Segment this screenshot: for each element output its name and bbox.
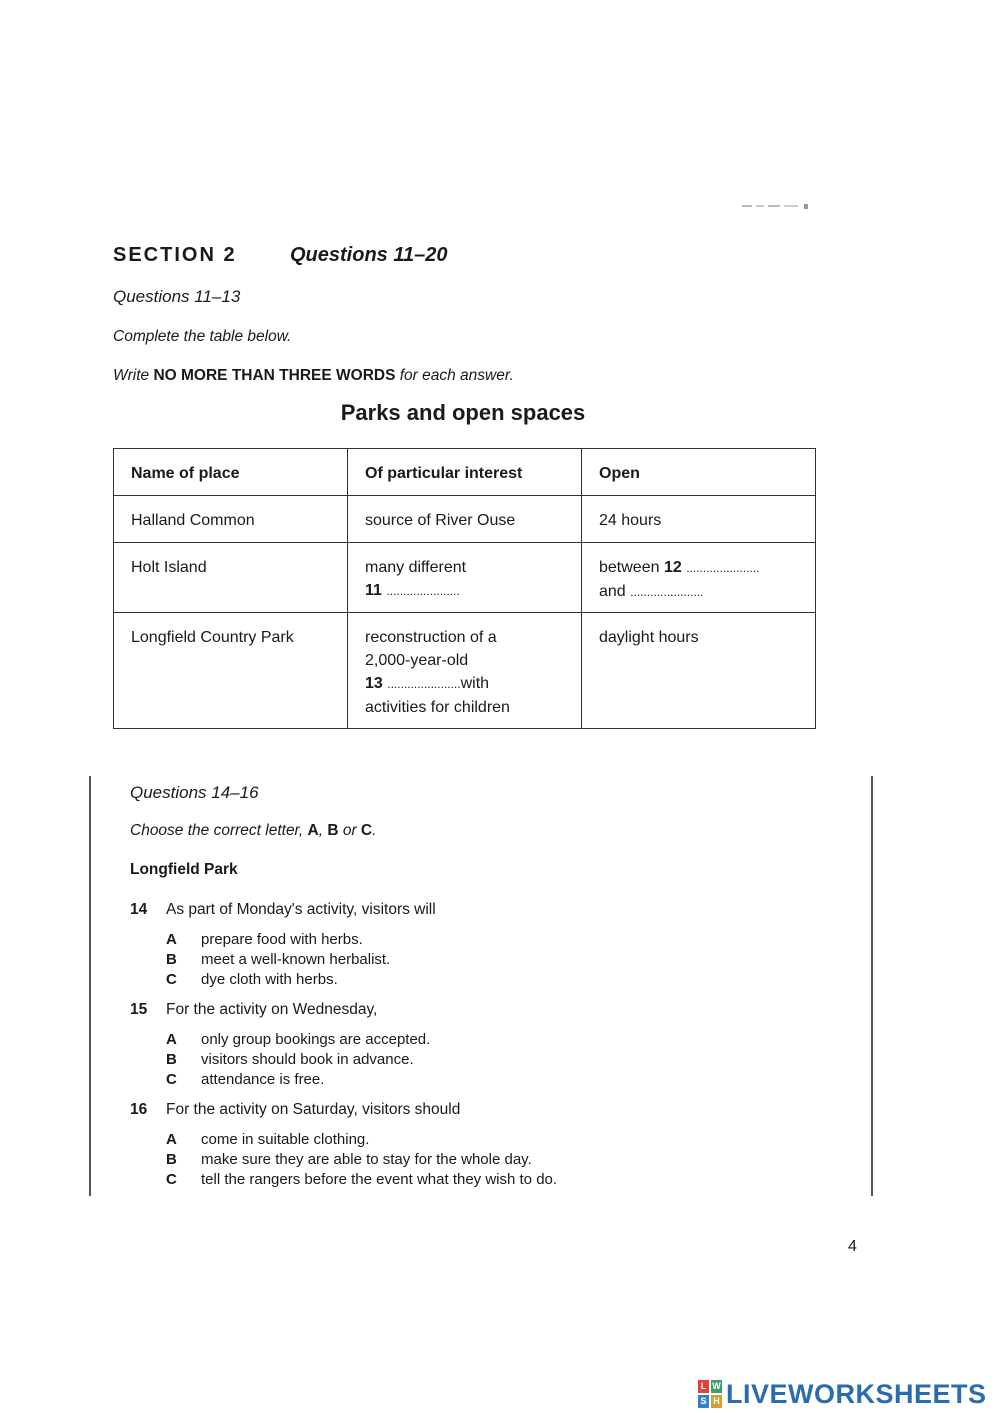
table-row: [114, 496, 816, 543]
option-14-c[interactable]: C: [166, 971, 177, 988]
interest-text: 2,000-year-old: [365, 652, 469, 669]
liveworksheets-logo[interactable]: [698, 1376, 987, 1412]
header-interest: Of particular interest: [348, 449, 582, 496]
cell-open: [582, 543, 816, 613]
option-text: prepare food with herbs.: [201, 931, 363, 948]
page-number: 4: [848, 1238, 857, 1255]
option-text: visitors should book in advance.: [201, 1051, 414, 1068]
question-text: For the activity on Wednesday,: [166, 1001, 378, 1018]
option-15-c[interactable]: C: [166, 1071, 177, 1088]
instruction-complete-table: Complete the table below.: [113, 328, 292, 345]
cell-interest: [348, 543, 582, 613]
gap-12[interactable]: between 12 ......................: [599, 559, 760, 576]
cell-open: 24 hours: [582, 496, 816, 543]
question-number-13: 13: [365, 675, 383, 692]
question-text: As part of Monday's activity, visitors will: [166, 901, 436, 918]
option-text: tell the rangers before the event what they wish to do.: [201, 1171, 558, 1188]
question-number: 14: [130, 901, 148, 918]
questions-14-16-heading: Questions 14–16: [130, 783, 259, 802]
question-number-12: 12: [663, 559, 682, 576]
parks-table: [113, 448, 816, 729]
interest-text: reconstruction of a: [365, 629, 497, 646]
option-14-b[interactable]: B: [166, 951, 177, 968]
section-range: Questions 11–20: [290, 244, 448, 266]
cell-open: daylight hours: [582, 613, 816, 729]
question-number: 16: [130, 1101, 148, 1118]
interest-text: many different: [365, 559, 467, 576]
answer-blank-12a: ......................: [686, 561, 760, 575]
logo-mark-icon: L W S H: [698, 1380, 722, 1408]
table-row: [114, 613, 816, 729]
option-15-b[interactable]: B: [166, 1051, 177, 1068]
subheading-longfield-park: Longfield Park: [130, 861, 238, 878]
gap-13[interactable]: 13 ......................with: [365, 675, 490, 692]
answer-blank-11: ......................: [386, 584, 460, 598]
table-row: [114, 543, 816, 613]
cell-interest: [348, 613, 582, 729]
box-border-left: [89, 776, 91, 1196]
option-text: come in suitable clothing.: [201, 1131, 370, 1148]
logo-text: LIVEWORKSHEETS: [726, 1378, 987, 1409]
cell-place: Holt Island: [114, 543, 348, 613]
question-number-11: 11: [365, 582, 382, 599]
header-open: Open: [582, 449, 816, 496]
header-name-of-place: Name of place: [114, 449, 348, 496]
option-text: meet a well-known herbalist.: [201, 951, 391, 968]
option-14-a[interactable]: A: [166, 931, 177, 948]
answer-blank-12b: ......................: [630, 585, 704, 599]
option-16-c[interactable]: C: [166, 1171, 177, 1188]
instruction-word-limit: Write NO MORE THAN THREE WORDS for each answer.: [113, 367, 514, 384]
option-text: make sure they are able to stay for the whole day.: [201, 1151, 532, 1168]
gap-12-and[interactable]: and ......................: [599, 583, 704, 600]
option-text: attendance is free.: [201, 1071, 325, 1088]
cell-place: Longfield Country Park: [114, 613, 348, 729]
question-number: 15: [130, 1001, 148, 1018]
option-15-a[interactable]: A: [166, 1031, 177, 1048]
cell-interest: source of River Ouse: [348, 496, 582, 543]
box-border-right: [871, 776, 873, 1196]
interest-text: activities for children: [365, 699, 510, 716]
option-16-a[interactable]: A: [166, 1131, 177, 1148]
scan-smudge: [742, 202, 812, 210]
table-header-row: [114, 449, 816, 496]
instruction-choose-letter: Choose the correct letter, A, B or C.: [130, 822, 377, 839]
table-title: Parks and open spaces: [340, 400, 586, 425]
option-text: only group bookings are accepted.: [201, 1031, 431, 1048]
answer-blank-13: ......................: [387, 677, 461, 691]
cell-place: Halland Common: [114, 496, 348, 543]
question-text: For the activity on Saturday, visitors should: [166, 1101, 461, 1118]
section-title: SECTION 2: [113, 244, 237, 266]
questions-11-13-heading: Questions 11–13: [113, 287, 241, 306]
option-text: dye cloth with herbs.: [201, 971, 338, 988]
gap-11[interactable]: [365, 579, 573, 603]
option-16-b[interactable]: B: [166, 1151, 177, 1168]
